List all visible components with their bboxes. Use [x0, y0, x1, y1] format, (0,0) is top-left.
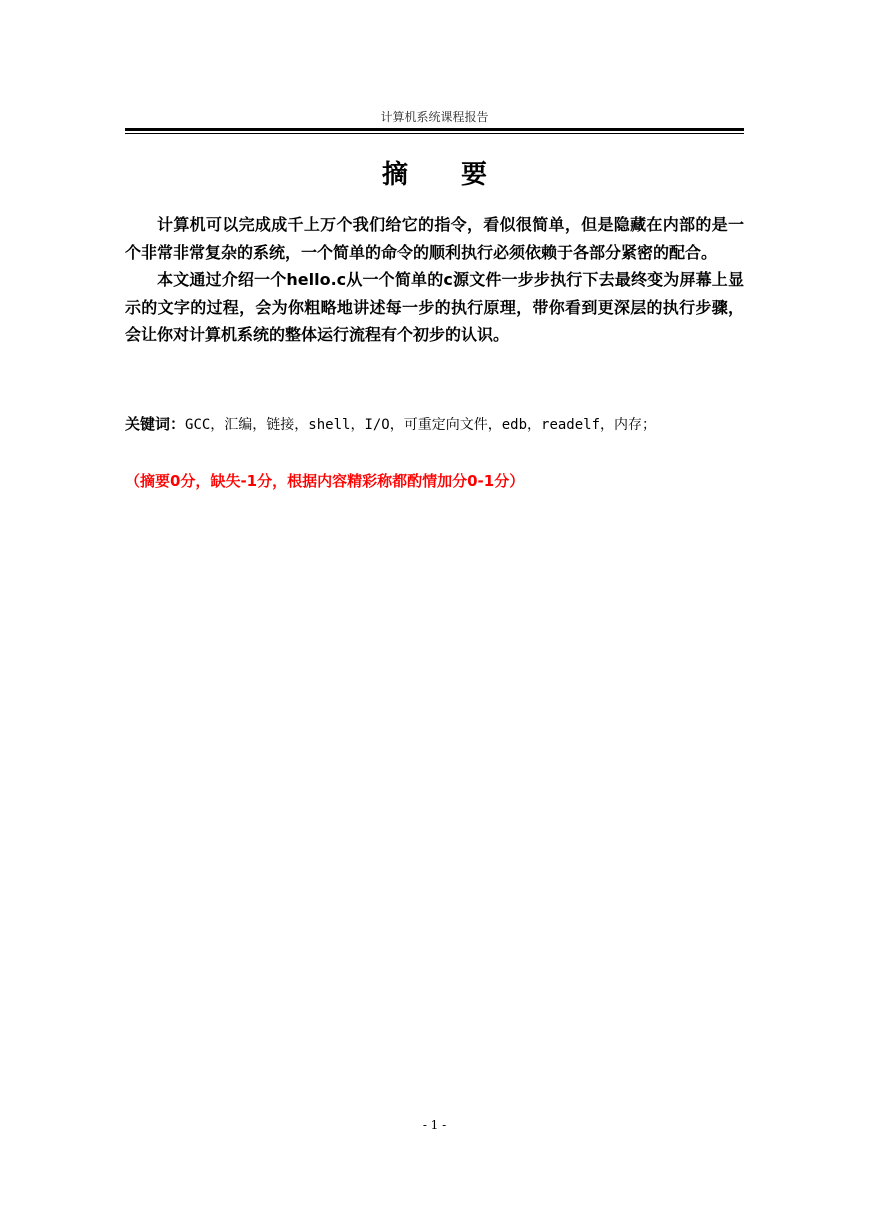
keywords-label: 关键词： [125, 415, 186, 433]
abstract-paragraph-1: 计算机可以完成成千上万个我们给它的指令，看似很简单，但是隐藏在内部的是一个非常非常复杂的系统，一个简单的命令的顺利执行必须依赖于各部分紧密的配合。 [125, 215, 744, 262]
header-rule-thin [125, 133, 744, 134]
abstract-body [125, 211, 744, 349]
keywords-list: GCC，汇编，链接，shell，I/O，可重定向文件，edb，readelf，内存； [185, 417, 657, 433]
scoring-note: （摘要0分，缺失-1分，根据内容精彩称都酌情加分0-1分） [125, 472, 525, 490]
keywords-line [125, 413, 744, 436]
abstract-paragraph-2: 本文通过介绍一个hello.c从一个简单的c源文件一步步执行下去最终变为屏幕上显示的文字的过程，会为你粗略地讲述每一步的执行原理，带你看到更深层的执行步骤，会让你对计算机系统的整体运行流程有个初步的认识。 [125, 270, 744, 344]
page-number: - 1 - [422, 1118, 447, 1132]
report-header-title: 计算机系统课程报告 [380, 110, 489, 124]
header-rule-thick [125, 128, 744, 131]
abstract-heading: 摘 要 [381, 160, 510, 190]
